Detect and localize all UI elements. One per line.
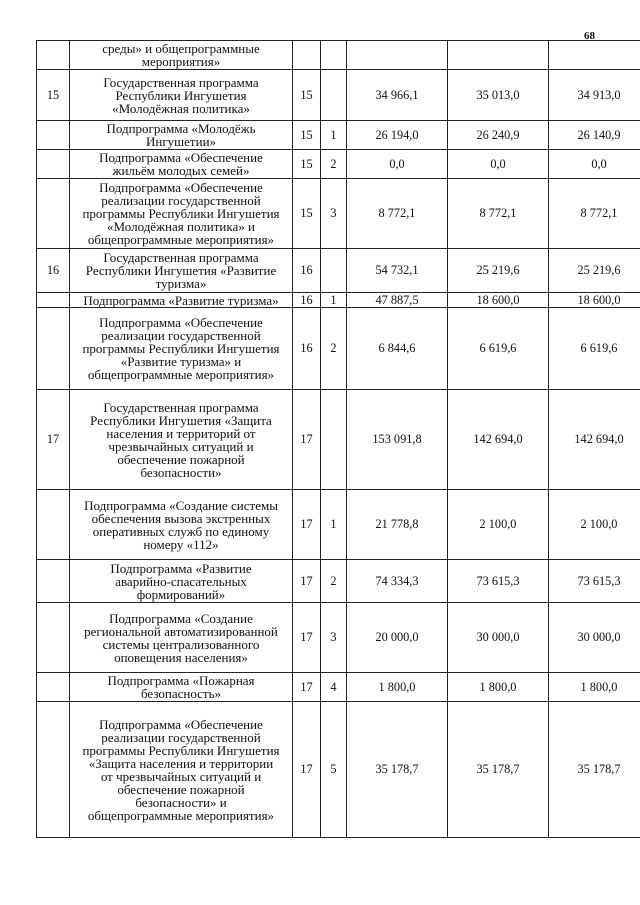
subprogram-code: 1 xyxy=(321,121,347,150)
row-number xyxy=(37,673,70,702)
amount-year-1: 35 178,7 xyxy=(347,702,448,838)
subprogram-code: 3 xyxy=(321,603,347,673)
program-name: Подпрограмма «Обеспечение реализации государственной программы Республики Ингушетия «Молодёжная политика» и общепрограммные мероприятия» xyxy=(70,179,293,249)
subprogram-code xyxy=(321,41,347,70)
row-number xyxy=(37,603,70,673)
row-number xyxy=(37,121,70,150)
amount-year-1: 0,0 xyxy=(347,150,448,179)
amount-year-2: 1 800,0 xyxy=(448,673,549,702)
subprogram-code: 1 xyxy=(321,293,347,308)
table-row xyxy=(37,41,640,70)
program-code: 17 xyxy=(293,490,321,560)
amount-year-3: 0,0 xyxy=(549,150,640,179)
amount-year-2: 0,0 xyxy=(448,150,549,179)
row-number xyxy=(37,490,70,560)
amount-year-2: 142 694,0 xyxy=(448,390,549,490)
row-number xyxy=(37,702,70,838)
amount-year-2: 18 600,0 xyxy=(448,293,549,308)
program-code: 17 xyxy=(293,390,321,490)
table-row xyxy=(37,121,640,150)
program-name: Государственная программа Республики Ингушетия «Защита населения и территорий от чрезвычайных ситуаций и обеспечение пожарной безопасности» xyxy=(70,390,293,490)
amount-year-2: 25 219,6 xyxy=(448,249,549,293)
table-row xyxy=(37,673,640,702)
program-code: 16 xyxy=(293,308,321,390)
row-number xyxy=(37,308,70,390)
program-code: 16 xyxy=(293,293,321,308)
amount-year-3: 73 615,3 xyxy=(549,560,640,603)
program-name: Государственная программа Республики Ингушетия «Развитие туризма» xyxy=(70,249,293,293)
subprogram-code: 2 xyxy=(321,560,347,603)
subprogram-code: 2 xyxy=(321,150,347,179)
amount-year-3 xyxy=(549,41,640,70)
amount-year-1: 34 966,1 xyxy=(347,70,448,121)
table-row xyxy=(37,390,640,490)
amount-year-1: 74 334,3 xyxy=(347,560,448,603)
budget-table xyxy=(36,40,640,838)
program-code xyxy=(293,41,321,70)
amount-year-1: 21 778,8 xyxy=(347,490,448,560)
amount-year-2: 73 615,3 xyxy=(448,560,549,603)
subprogram-code: 4 xyxy=(321,673,347,702)
amount-year-1: 6 844,6 xyxy=(347,308,448,390)
table-row xyxy=(37,70,640,121)
table-row xyxy=(37,179,640,249)
amount-year-2: 26 240,9 xyxy=(448,121,549,150)
amount-year-1: 8 772,1 xyxy=(347,179,448,249)
program-name: Подпрограмма «Создание системы обеспечения вызова экстренных оперативных служб по единому номеру «112» xyxy=(70,490,293,560)
program-name: Подпрограмма «Создание региональной автоматизированной системы централизованного оповещения населения» xyxy=(70,603,293,673)
amount-year-1: 47 887,5 xyxy=(347,293,448,308)
subprogram-code: 1 xyxy=(321,490,347,560)
subprogram-code xyxy=(321,70,347,121)
program-name: Подпрограмма «Пожарная безопасность» xyxy=(70,673,293,702)
program-code: 15 xyxy=(293,150,321,179)
table-row xyxy=(37,249,640,293)
program-name: Подпрограмма «Обеспечение жильём молодых семей» xyxy=(70,150,293,179)
amount-year-2: 2 100,0 xyxy=(448,490,549,560)
subprogram-code: 3 xyxy=(321,179,347,249)
amount-year-2: 35 178,7 xyxy=(448,702,549,838)
amount-year-2: 30 000,0 xyxy=(448,603,549,673)
amount-year-3: 34 913,0 xyxy=(549,70,640,121)
row-number xyxy=(37,41,70,70)
subprogram-code: 5 xyxy=(321,702,347,838)
program-name: Подпрограмма «Обеспечение реализации государственной программы Республики Ингушетия «Развитие туризма» и общепрограммные мероприятия» xyxy=(70,308,293,390)
amount-year-3: 8 772,1 xyxy=(549,179,640,249)
amount-year-2: 8 772,1 xyxy=(448,179,549,249)
amount-year-2 xyxy=(448,41,549,70)
program-name: Подпрограмма «Обеспечение реализации государственной программы Республики Ингушетия «Защита населения и территории от чрезвычайных ситуаций и обеспечение пожарной безопасности» и общепрограммные мероприятия» xyxy=(70,702,293,838)
subprogram-code xyxy=(321,390,347,490)
table-row xyxy=(37,603,640,673)
table-row xyxy=(37,702,640,838)
subprogram-code: 2 xyxy=(321,308,347,390)
page-number: 68 xyxy=(584,30,595,42)
subprogram-code xyxy=(321,249,347,293)
program-name: среды» и общепрограммные мероприятия» xyxy=(70,41,293,70)
amount-year-2: 6 619,6 xyxy=(448,308,549,390)
amount-year-3: 25 219,6 xyxy=(549,249,640,293)
row-number: 15 xyxy=(37,70,70,121)
program-code: 15 xyxy=(293,179,321,249)
program-name: Подпрограмма «Развитие аварийно-спасательных формирований» xyxy=(70,560,293,603)
row-number: 16 xyxy=(37,249,70,293)
row-number xyxy=(37,560,70,603)
amount-year-3: 35 178,7 xyxy=(549,702,640,838)
amount-year-3: 142 694,0 xyxy=(549,390,640,490)
program-code: 17 xyxy=(293,673,321,702)
amount-year-2: 35 013,0 xyxy=(448,70,549,121)
row-number xyxy=(37,293,70,308)
amount-year-1: 26 194,0 xyxy=(347,121,448,150)
program-code: 15 xyxy=(293,70,321,121)
program-name: Подпрограмма «Развитие туризма» xyxy=(70,293,293,308)
row-number: 17 xyxy=(37,390,70,490)
program-code: 17 xyxy=(293,702,321,838)
program-name: Государственная программа Республики Ингушетия «Молодёжная политика» xyxy=(70,70,293,121)
program-name: Подпрограмма «Молодёжь Ингушетии» xyxy=(70,121,293,150)
table-row xyxy=(37,308,640,390)
table-row xyxy=(37,490,640,560)
amount-year-1 xyxy=(347,41,448,70)
amount-year-3: 30 000,0 xyxy=(549,603,640,673)
program-code: 17 xyxy=(293,603,321,673)
program-code: 16 xyxy=(293,249,321,293)
amount-year-3: 18 600,0 xyxy=(549,293,640,308)
amount-year-3: 2 100,0 xyxy=(549,490,640,560)
amount-year-1: 153 091,8 xyxy=(347,390,448,490)
row-number xyxy=(37,179,70,249)
amount-year-1: 20 000,0 xyxy=(347,603,448,673)
table-row xyxy=(37,150,640,179)
program-code: 15 xyxy=(293,121,321,150)
amount-year-3: 1 800,0 xyxy=(549,673,640,702)
amount-year-1: 1 800,0 xyxy=(347,673,448,702)
table-row xyxy=(37,293,640,308)
table-row xyxy=(37,560,640,603)
amount-year-1: 54 732,1 xyxy=(347,249,448,293)
amount-year-3: 6 619,6 xyxy=(549,308,640,390)
amount-year-3: 26 140,9 xyxy=(549,121,640,150)
row-number xyxy=(37,150,70,179)
program-code: 17 xyxy=(293,560,321,603)
